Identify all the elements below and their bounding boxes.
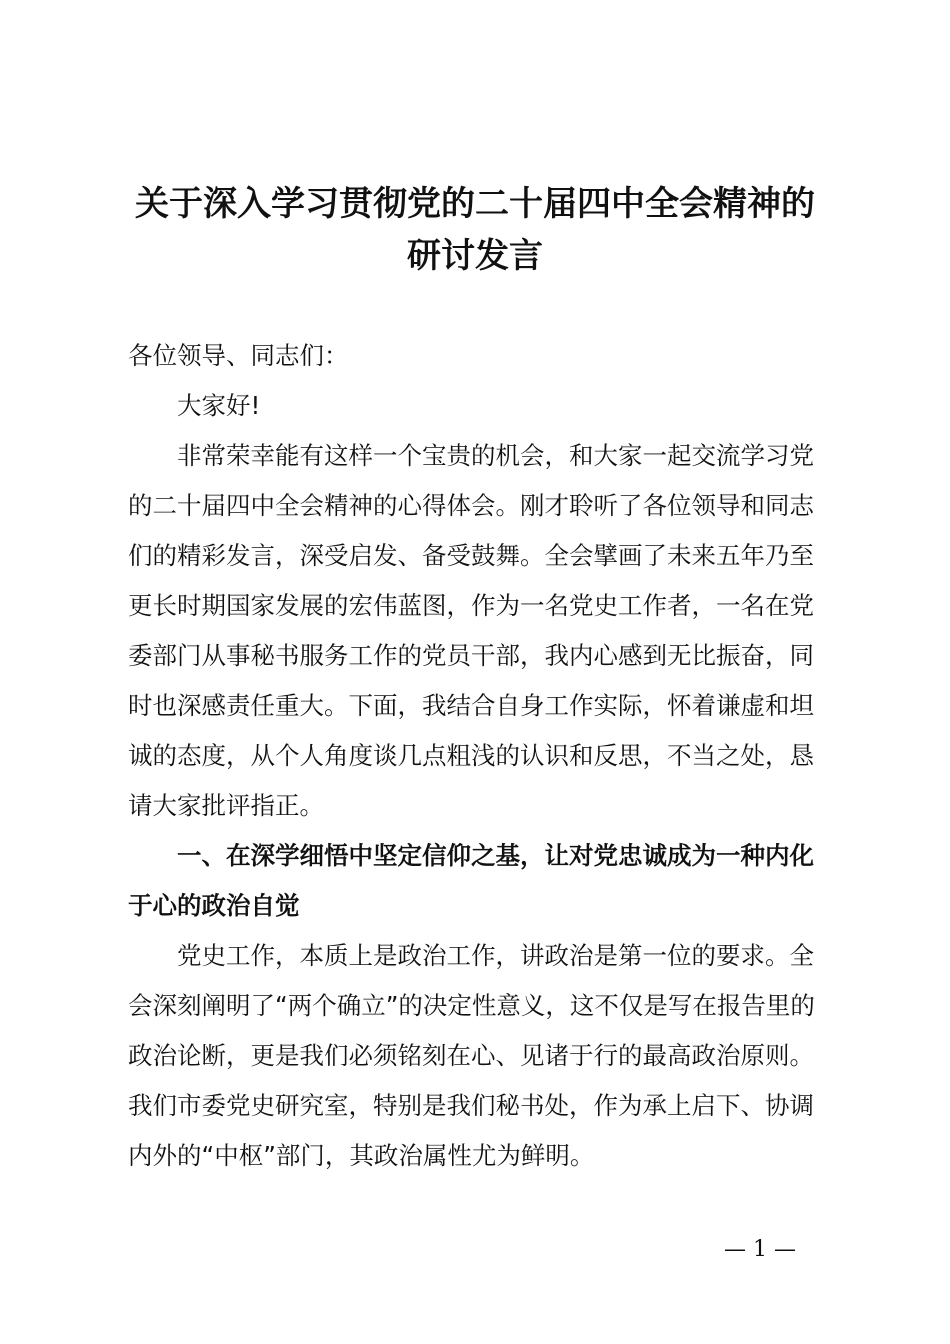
page-number: — 1 — bbox=[724, 1237, 796, 1262]
document-body bbox=[128, 331, 836, 1181]
title-line-1: 关于深入学习贯彻党的二十届四中全会精神的 bbox=[135, 184, 815, 224]
section-heading-1: 一、在深学细悟中坚定信仰之基，让对党忠诚成为一种内化于心的政治自觉 bbox=[128, 841, 814, 920]
document-title bbox=[100, 178, 850, 282]
paragraph-section-1: 党史工作，本质上是政治工作，讲政治是第一位的要求。全会深刻阐明了“两个确立”的决定性意义，这不仅是写在报告里的政治论断，更是我们必须铭刻在心、见诸于行的最高政治原则。我们市委党史研究室，特别是我们秘书处，作为承上启下、协调内外的“中枢”部门，其政治属性尤为鲜明。 bbox=[128, 941, 815, 1170]
greeting: 大家好! bbox=[177, 391, 261, 420]
paragraph-intro: 非常荣幸能有这样一个宝贵的机会，和大家一起交流学习党的二十届四中全会精神的心得体会。刚才聆听了各位领导和同志们的精彩发言，深受启发、备受鼓舞。全会擘画了未来五年乃至更长时期国家发展的宏伟蓝图，作为一名党史工作者，一名在党委部门从事秘书服务工作的党员干部，我内心感到无比振奋，同时也深感责任重大。下面，我结合自身工作实际，怀着谦虚和坦诚的态度，从个人角度谈几点粗浅的认识和反思，不当之处，恳请大家批评指正。 bbox=[128, 441, 814, 820]
title-line-2: 研讨发言 bbox=[407, 236, 543, 276]
salutation: 各位领导、同志们： bbox=[128, 341, 349, 370]
